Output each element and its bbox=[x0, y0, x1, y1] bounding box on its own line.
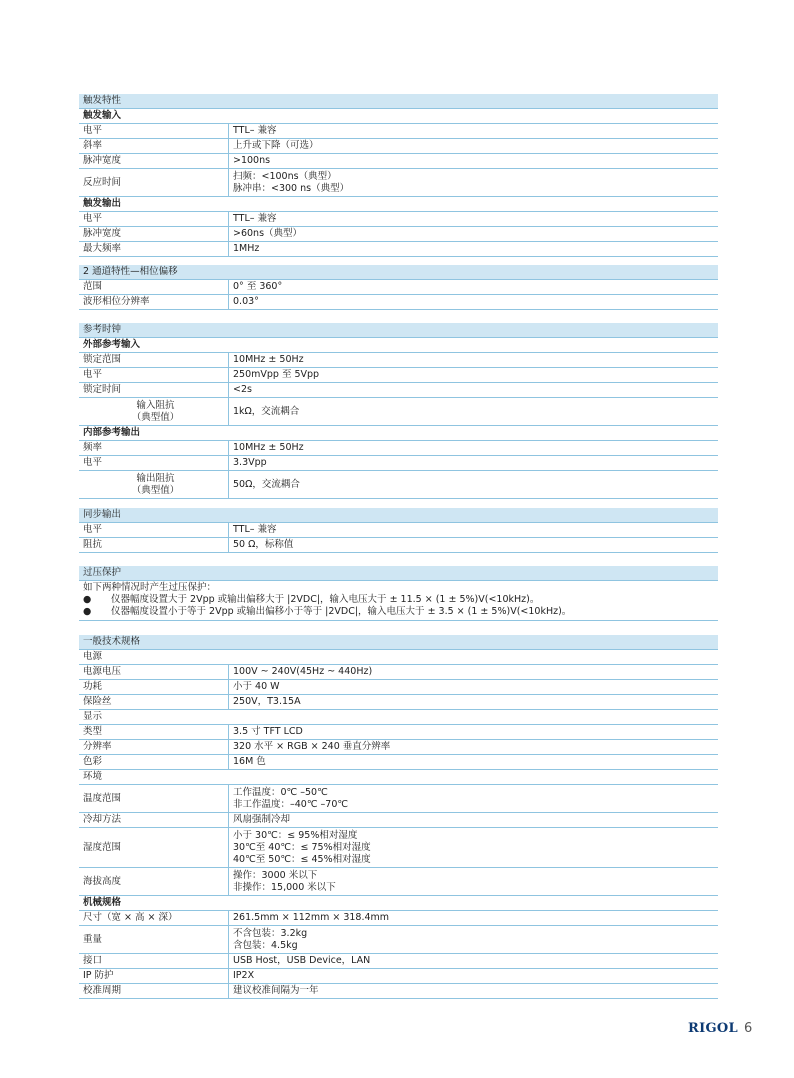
section-title: 一般技术规格 bbox=[83, 636, 141, 647]
subsection-title: 环境 bbox=[83, 771, 103, 782]
general-section bbox=[79, 635, 718, 999]
section-header bbox=[79, 635, 718, 650]
spec-label: 脉冲宽度 bbox=[79, 227, 229, 241]
spec-value: 250mVpp 至 5Vpp bbox=[233, 369, 320, 380]
spec-row bbox=[79, 227, 718, 242]
spec-label: 电平 bbox=[79, 456, 229, 470]
spec-label bbox=[79, 398, 229, 425]
spec-row bbox=[79, 740, 718, 755]
bullet-icon: ● bbox=[83, 594, 92, 605]
spec-label: 电平 bbox=[79, 368, 229, 382]
subsection-header bbox=[79, 109, 718, 124]
spec-value bbox=[229, 169, 718, 196]
spec-value: USB Host，USB Device，LAN bbox=[233, 955, 371, 966]
spec-label: 斜率 bbox=[79, 139, 229, 153]
overvoltage-item bbox=[79, 594, 718, 606]
section-header bbox=[79, 323, 718, 338]
subsection-header bbox=[79, 650, 718, 665]
spec-row bbox=[79, 680, 718, 695]
spec-label: 脉冲宽度 bbox=[79, 154, 229, 168]
spec-label-line: （典型值） bbox=[131, 411, 180, 423]
spec-value: 建议校准间隔为一年 bbox=[233, 985, 319, 996]
spec-value: 50 Ω，标称值 bbox=[233, 539, 294, 550]
spec-value-line: 30℃至 40℃：≤ 75%相对湿度 bbox=[233, 841, 371, 853]
overvoltage-item bbox=[79, 606, 718, 618]
subsection-header bbox=[79, 770, 718, 785]
spec-row bbox=[79, 665, 718, 680]
spec-label: 电平 bbox=[79, 523, 229, 537]
section-title: 触发特性 bbox=[83, 95, 122, 106]
subsection-header bbox=[79, 896, 718, 911]
subsection-title: 触发输入 bbox=[83, 110, 122, 121]
spec-value: 261.5mm × 112mm × 318.4mm bbox=[233, 912, 390, 923]
spec-label: 阻抗 bbox=[79, 538, 229, 552]
spec-row bbox=[79, 368, 718, 383]
spec-value: TTL– 兼容 bbox=[233, 524, 277, 535]
section-header bbox=[79, 94, 718, 109]
spec-value: 16M 色 bbox=[233, 756, 266, 767]
spec-value-line: 不含包装：3.2kg bbox=[233, 927, 308, 939]
trigger-section bbox=[79, 94, 718, 257]
bullet-icon: ● bbox=[83, 606, 92, 617]
spec-label: 频率 bbox=[79, 441, 229, 455]
subsection-header bbox=[79, 197, 718, 212]
spec-row bbox=[79, 124, 718, 139]
spec-row bbox=[79, 523, 718, 538]
spec-row bbox=[79, 868, 718, 896]
spec-label-line: （典型值） bbox=[131, 484, 180, 496]
spec-label: 锁定时间 bbox=[79, 383, 229, 397]
section-title: 2 通道特性—相位偏移 bbox=[83, 266, 178, 277]
spec-row bbox=[79, 280, 718, 295]
spec-label-line: 输入阻抗 bbox=[136, 399, 175, 411]
page-footer bbox=[688, 1021, 752, 1036]
spec-row bbox=[79, 954, 718, 969]
section-header bbox=[79, 508, 718, 523]
subsection-title: 电源 bbox=[83, 651, 103, 662]
spec-value: 0° 至 360° bbox=[233, 281, 283, 292]
spec-row bbox=[79, 813, 718, 828]
sync-section bbox=[79, 508, 718, 553]
subsection-title: 触发输出 bbox=[83, 198, 122, 209]
spec-value: >60ns（典型） bbox=[233, 228, 303, 239]
spec-value: 250V，T3.15A bbox=[233, 696, 301, 707]
overvoltage-intro: 如下两种情况时产生过压保护： bbox=[83, 582, 217, 593]
section-header bbox=[79, 265, 718, 280]
spec-row bbox=[79, 911, 718, 926]
spec-label: 锁定范围 bbox=[79, 353, 229, 367]
section-title: 过压保护 bbox=[83, 567, 122, 578]
spec-row bbox=[79, 383, 718, 398]
spec-row bbox=[79, 441, 718, 456]
overvoltage-item-text: 仪器幅度设置大于 2Vpp 或输出偏移大于 |2VDC|，输入电压大于 ± 11.5 × (1 ± 5%)V(<10kHz)。 bbox=[111, 594, 540, 605]
spec-row bbox=[79, 169, 718, 197]
spec-label: 海拔高度 bbox=[79, 868, 229, 895]
spec-label-line: 输出阻抗 bbox=[136, 472, 175, 484]
spec-value: 100V ~ 240V(45Hz ~ 440Hz) bbox=[233, 666, 373, 677]
spec-row bbox=[79, 353, 718, 368]
spec-label: 尺寸（宽 × 高 × 深） bbox=[79, 911, 229, 925]
spec-label: 温度范围 bbox=[79, 785, 229, 812]
spec-row bbox=[79, 212, 718, 227]
spec-label: 湿度范围 bbox=[79, 828, 229, 867]
spec-label: 范围 bbox=[79, 280, 229, 294]
spec-value bbox=[229, 785, 718, 812]
spec-value: 10MHz ± 50Hz bbox=[233, 442, 304, 453]
subsection-header bbox=[79, 426, 718, 441]
spec-value bbox=[229, 926, 718, 953]
spec-label: IP 防护 bbox=[79, 969, 229, 983]
spec-row bbox=[79, 154, 718, 169]
spec-row bbox=[79, 828, 718, 868]
spec-value: 50Ω，交流耦合 bbox=[233, 478, 300, 490]
spec-row bbox=[79, 969, 718, 984]
spec-value-line: 脉冲串：<300 ns（典型） bbox=[233, 182, 350, 194]
spec-label: 接口 bbox=[79, 954, 229, 968]
subsection-title: 外部参考输入 bbox=[83, 339, 141, 350]
spec-value: 1MHz bbox=[233, 243, 260, 254]
section-title: 参考时钟 bbox=[83, 324, 122, 335]
spec-value: 3.3Vpp bbox=[233, 457, 267, 468]
subsection-title: 机械规格 bbox=[83, 897, 122, 908]
overvoltage-item-text: 仪器幅度设置小于等于 2Vpp 或输出偏移小于等于 |2VDC|，输入电压大于 ± 3.5 × (1 ± 5%)V(<10kHz)。 bbox=[111, 606, 572, 617]
spec-row bbox=[79, 471, 718, 499]
subsection-title: 显示 bbox=[83, 711, 103, 722]
spec-value: TTL– 兼容 bbox=[233, 213, 277, 224]
page-number: 6 bbox=[743, 1021, 753, 1036]
subsection-header bbox=[79, 710, 718, 725]
spec-label: 波形相位分辨率 bbox=[79, 295, 229, 309]
spec-value bbox=[229, 828, 718, 867]
spec-label: 重量 bbox=[79, 926, 229, 953]
spec-value: <2s bbox=[233, 384, 252, 395]
spec-row bbox=[79, 926, 718, 954]
section-title: 同步输出 bbox=[83, 509, 122, 520]
spec-label: 校准周期 bbox=[79, 984, 229, 998]
spec-value-line: 扫频：<100ns（典型） bbox=[233, 170, 337, 182]
overvoltage-section bbox=[79, 566, 718, 621]
spec-value: 风扇强制冷却 bbox=[233, 814, 291, 825]
section-header bbox=[79, 566, 718, 581]
spec-label: 色彩 bbox=[79, 755, 229, 769]
spec-value bbox=[229, 868, 718, 895]
spec-value-line: 小于 30℃：≤ 95%相对湿度 bbox=[233, 829, 358, 841]
spec-row bbox=[79, 538, 718, 553]
spec-value: >100ns bbox=[233, 155, 271, 166]
spec-row bbox=[79, 456, 718, 471]
spec-row bbox=[79, 242, 718, 257]
spec-label: 电平 bbox=[79, 124, 229, 138]
spec-row bbox=[79, 695, 718, 710]
spec-label: 反应时间 bbox=[79, 169, 229, 196]
spec-value-line: 非操作：15,000 米以下 bbox=[233, 881, 336, 893]
spec-label: 电平 bbox=[79, 212, 229, 226]
spec-row bbox=[79, 398, 718, 426]
overvoltage-notes bbox=[79, 581, 718, 621]
spec-value: 上升或下降（可选） bbox=[233, 140, 319, 151]
spec-value: 小于 40 W bbox=[233, 681, 280, 692]
spec-row bbox=[79, 785, 718, 813]
spec-label: 保险丝 bbox=[79, 695, 229, 709]
spec-label: 电源电压 bbox=[79, 665, 229, 679]
spec-value: 0.03° bbox=[233, 296, 259, 307]
spec-label: 功耗 bbox=[79, 680, 229, 694]
spec-value-line: 工作温度：0℃ –50℃ bbox=[233, 786, 328, 798]
rigol-logo: RIGOL bbox=[688, 1021, 738, 1036]
spec-label: 类型 bbox=[79, 725, 229, 739]
spec-row bbox=[79, 984, 718, 999]
spec-value-line: 含包装：4.5kg bbox=[233, 939, 298, 951]
refclock-section bbox=[79, 323, 718, 499]
spec-label: 冷却方法 bbox=[79, 813, 229, 827]
subsection-title: 内部参考输出 bbox=[83, 427, 141, 438]
spec-value-line: 非工作温度：–40℃ –70℃ bbox=[233, 798, 349, 810]
spec-value: TTL– 兼容 bbox=[233, 125, 277, 136]
spec-value: 3.5 寸 TFT LCD bbox=[233, 726, 303, 737]
spec-value: 1kΩ，交流耦合 bbox=[233, 405, 300, 417]
spec-value: 320 水平 × RGB × 240 垂直分辨率 bbox=[233, 741, 391, 752]
spec-value-line: 操作：3000 米以下 bbox=[233, 869, 318, 881]
subsection-header bbox=[79, 338, 718, 353]
spec-row bbox=[79, 725, 718, 740]
spec-value: IP2X bbox=[233, 970, 255, 981]
spec-row bbox=[79, 755, 718, 770]
spec-label: 分辨率 bbox=[79, 740, 229, 754]
spec-row bbox=[79, 295, 718, 310]
spec-label bbox=[79, 471, 229, 498]
spec-label: 最大频率 bbox=[79, 242, 229, 256]
phase-section bbox=[79, 265, 718, 310]
spec-value-line: 40℃至 50℃：≤ 45%相对湿度 bbox=[233, 853, 371, 865]
spec-value: 10MHz ± 50Hz bbox=[233, 354, 304, 365]
spec-row bbox=[79, 139, 718, 154]
